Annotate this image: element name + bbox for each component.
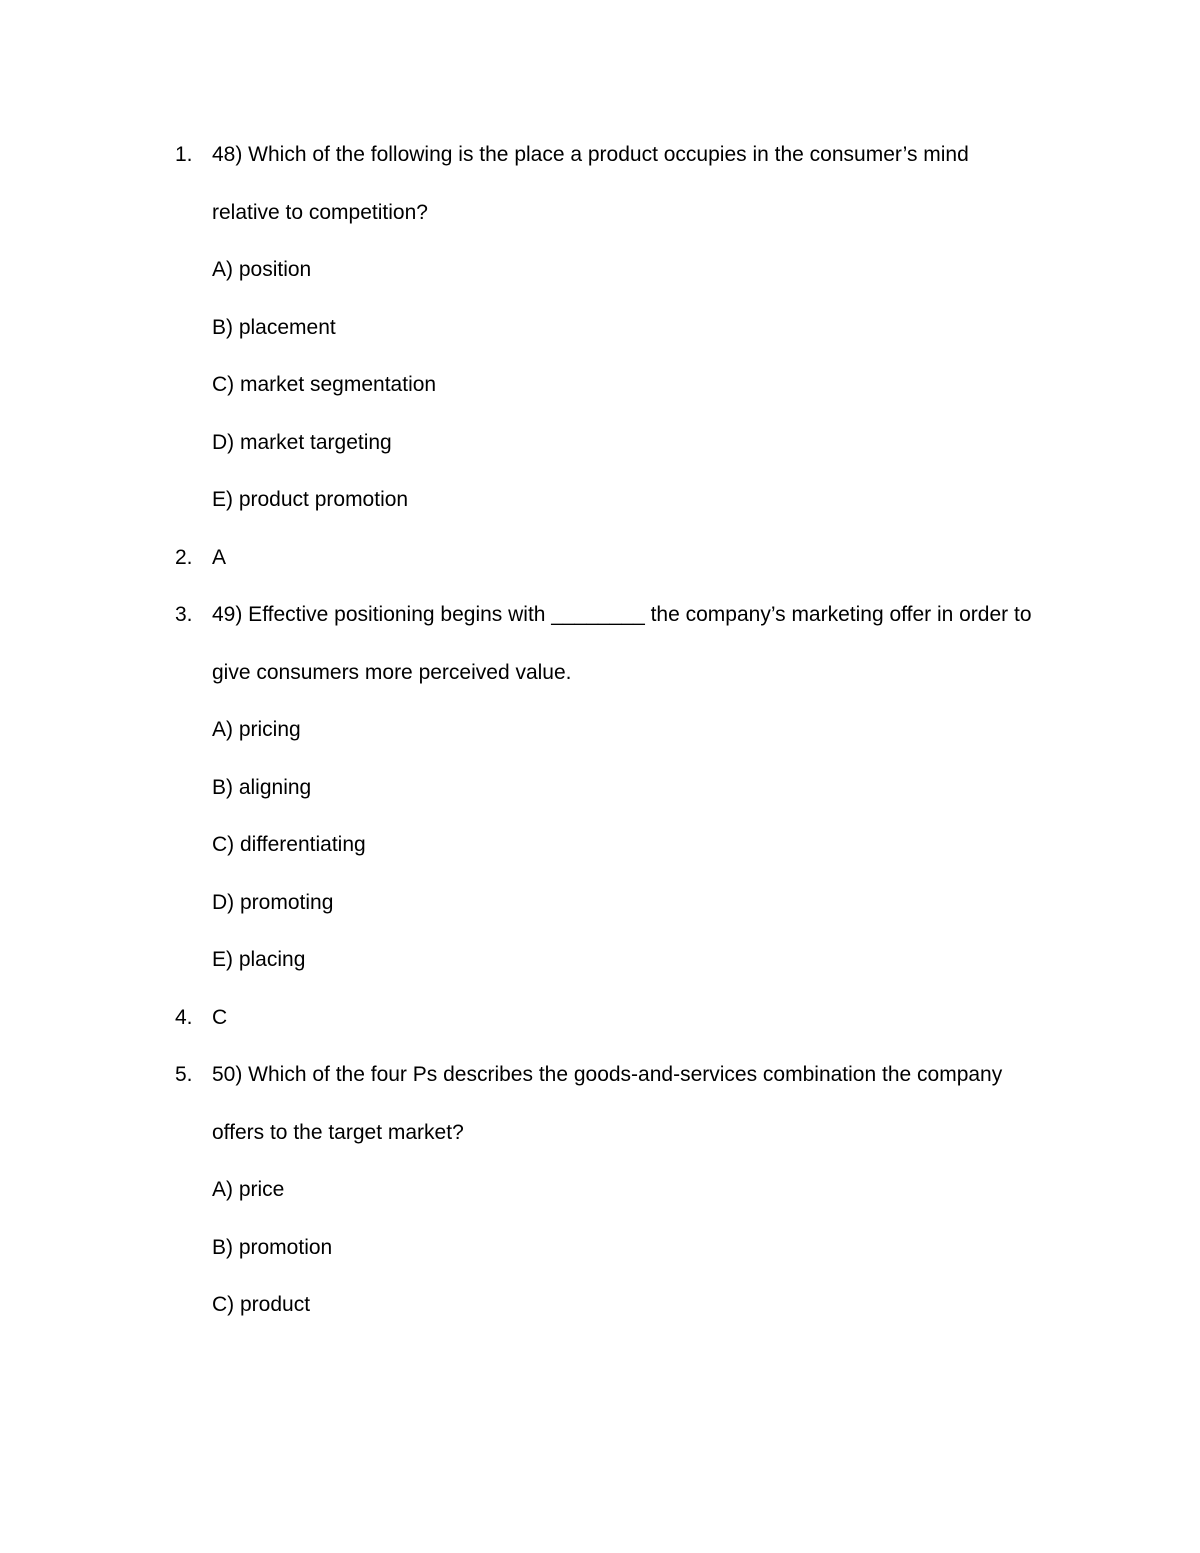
option-d: D) market targeting (212, 430, 392, 454)
list-item-answer (0, 989, 1200, 1047)
option-b: B) placement (212, 315, 336, 339)
list-number: 4. (175, 1005, 193, 1029)
list-item-answer (0, 529, 1200, 587)
option-a: A) price (212, 1178, 285, 1201)
list-number: 3. (175, 603, 193, 626)
option-b: B) promotion (212, 1235, 333, 1259)
question-text-continued: relative to competition? (212, 200, 428, 224)
list-item-question-50 (0, 1046, 1200, 1334)
question-text: 49) Effective positioning begins with ________ the company’s marketing offer in order to (212, 603, 1032, 626)
list-number: 2. (175, 545, 193, 569)
option-d: D) promoting (212, 890, 334, 914)
question-text-continued: offers to the target market? (212, 1120, 464, 1144)
option-e: E) placing (212, 948, 306, 971)
question-text-continued: give consumers more perceived value. (212, 660, 572, 684)
option-c: C) market segmentation (212, 373, 437, 396)
question-text: 50) Which of the four Ps describes the goods-and-services combination the company (212, 1063, 1003, 1086)
question-text: 48) Which of the following is the place a product occupies in the consumer’s mind (212, 143, 969, 166)
option-a: A) pricing (212, 718, 301, 741)
list-item-question-49 (0, 586, 1200, 989)
option-c: C) differentiating (212, 833, 366, 856)
list-item-question-48 (0, 126, 1200, 529)
list-number: 1. (175, 143, 193, 166)
option-a: A) position (212, 258, 312, 281)
answer-text: A (212, 545, 227, 569)
question-list (0, 126, 1200, 1334)
option-e: E) product promotion (212, 488, 409, 511)
option-c: C) product (212, 1293, 311, 1316)
answer-text: C (212, 1005, 228, 1029)
option-b: B) aligning (212, 775, 312, 799)
list-number: 5. (175, 1063, 193, 1086)
